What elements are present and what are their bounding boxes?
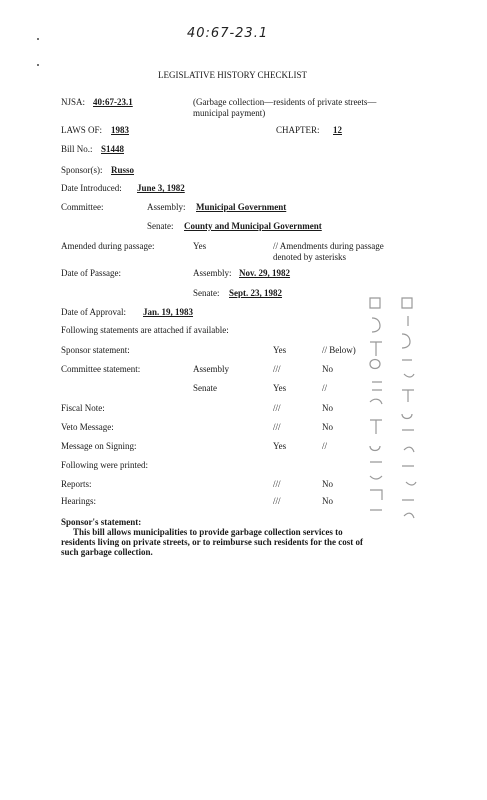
committee-statement-assembly-col1: /// bbox=[273, 364, 281, 374]
date-of-passage-label: Date of Passage: bbox=[61, 268, 121, 278]
passage-senate-value: Sept. 23, 1982 bbox=[229, 288, 283, 298]
sponsor-statement-heading: Sponsor's statement: bbox=[61, 517, 142, 527]
committee-assembly-label: Assembly: bbox=[147, 202, 186, 212]
veto-message-label: Veto Message: bbox=[61, 422, 114, 432]
veto-message-col1: /// bbox=[273, 422, 281, 432]
message-on-signing-label: Message on Signing: bbox=[61, 441, 137, 451]
amended-note: // Amendments during passage denoted by asterisks bbox=[273, 241, 384, 262]
hearings-col2: No bbox=[322, 496, 333, 506]
bill-no-value: S1448 bbox=[101, 144, 125, 154]
passage-assembly-label: Assembly: bbox=[193, 268, 232, 278]
chapter-value: 12 bbox=[333, 125, 342, 135]
date-of-approval-label: Date of Approval: bbox=[61, 307, 126, 317]
date-introduced-value: June 3, 1982 bbox=[137, 183, 185, 193]
date-introduced-label: Date Introduced: bbox=[61, 183, 122, 193]
fiscal-note-label: Fiscal Note: bbox=[61, 403, 105, 413]
scan-speck bbox=[37, 64, 39, 66]
veto-message-col2: No bbox=[322, 422, 333, 432]
fiscal-note-col2: No bbox=[322, 403, 333, 413]
committee-label: Committee: bbox=[61, 202, 104, 212]
committee-senate-label: Senate: bbox=[147, 221, 174, 231]
committee-statement-assembly-col2: No bbox=[322, 364, 333, 374]
committee-assembly-value: Municipal Government bbox=[196, 202, 287, 212]
sponsor-statement-label: Sponsor statement: bbox=[61, 345, 130, 355]
message-on-signing-col1: Yes bbox=[273, 441, 287, 451]
passage-assembly-value: Nov. 29, 1982 bbox=[239, 268, 291, 278]
bill-no-label: Bill No.: bbox=[61, 144, 93, 154]
amended-value: Yes bbox=[193, 241, 207, 251]
reports-col1: /// bbox=[273, 479, 281, 489]
committee-statement-senate-label: Senate bbox=[193, 383, 217, 393]
hearings-col1: /// bbox=[273, 496, 281, 506]
sponsor-statement-col1: Yes bbox=[273, 345, 287, 355]
njsa-description: (Garbage collection—residents of private streets—municipal payment) bbox=[193, 97, 377, 118]
library-stamp-graphic bbox=[360, 290, 440, 530]
scan-speck bbox=[37, 38, 39, 40]
committee-senate-value: County and Municipal Government bbox=[184, 221, 322, 231]
sponsor-statement-col2: // Below) bbox=[322, 345, 356, 355]
amended-label: Amended during passage: bbox=[61, 241, 155, 251]
sponsor-statement-line-3: such garbage collection. bbox=[61, 547, 153, 557]
sponsor-statement-line-2: residents living on private streets, or to reimburse such residents for the cost of bbox=[61, 537, 363, 547]
page-title: LEGISLATIVE HISTORY CHECKLIST bbox=[158, 70, 307, 80]
sponsor-value: Russo bbox=[111, 165, 135, 175]
committee-statement-label: Committee statement: bbox=[61, 364, 141, 374]
hearings-label: Hearings: bbox=[61, 496, 96, 506]
laws-of-label: LAWS OF: bbox=[61, 125, 103, 135]
date-of-approval-value: Jan. 19, 1983 bbox=[143, 307, 194, 317]
reports-col2: No bbox=[322, 479, 333, 489]
committee-statement-senate-col2: // bbox=[322, 383, 328, 393]
committee-statement-assembly-label: Assembly bbox=[193, 364, 229, 374]
njsa-value: 40:67-23.1 bbox=[93, 97, 133, 107]
following-printed-text: Following were printed: bbox=[61, 460, 148, 470]
sponsor-statement-line-1: This bill allows municipalities to provide garbage collection services to bbox=[73, 527, 343, 537]
following-attached-text: Following statements are attached if available: bbox=[61, 325, 229, 335]
handwritten-number: 40:67-23.1 bbox=[187, 26, 269, 41]
fiscal-note-col1: /// bbox=[273, 403, 281, 413]
message-on-signing-col2: // bbox=[322, 441, 328, 451]
passage-senate-label: Senate: bbox=[193, 288, 220, 298]
laws-of-value: 1983 bbox=[111, 125, 129, 135]
njsa-label: NJSA: bbox=[61, 97, 86, 107]
chapter-label: CHAPTER: bbox=[276, 125, 320, 135]
sponsor-label: Sponsor(s): bbox=[61, 165, 103, 175]
committee-statement-senate-col1: Yes bbox=[273, 383, 287, 393]
reports-label: Reports: bbox=[61, 479, 92, 489]
